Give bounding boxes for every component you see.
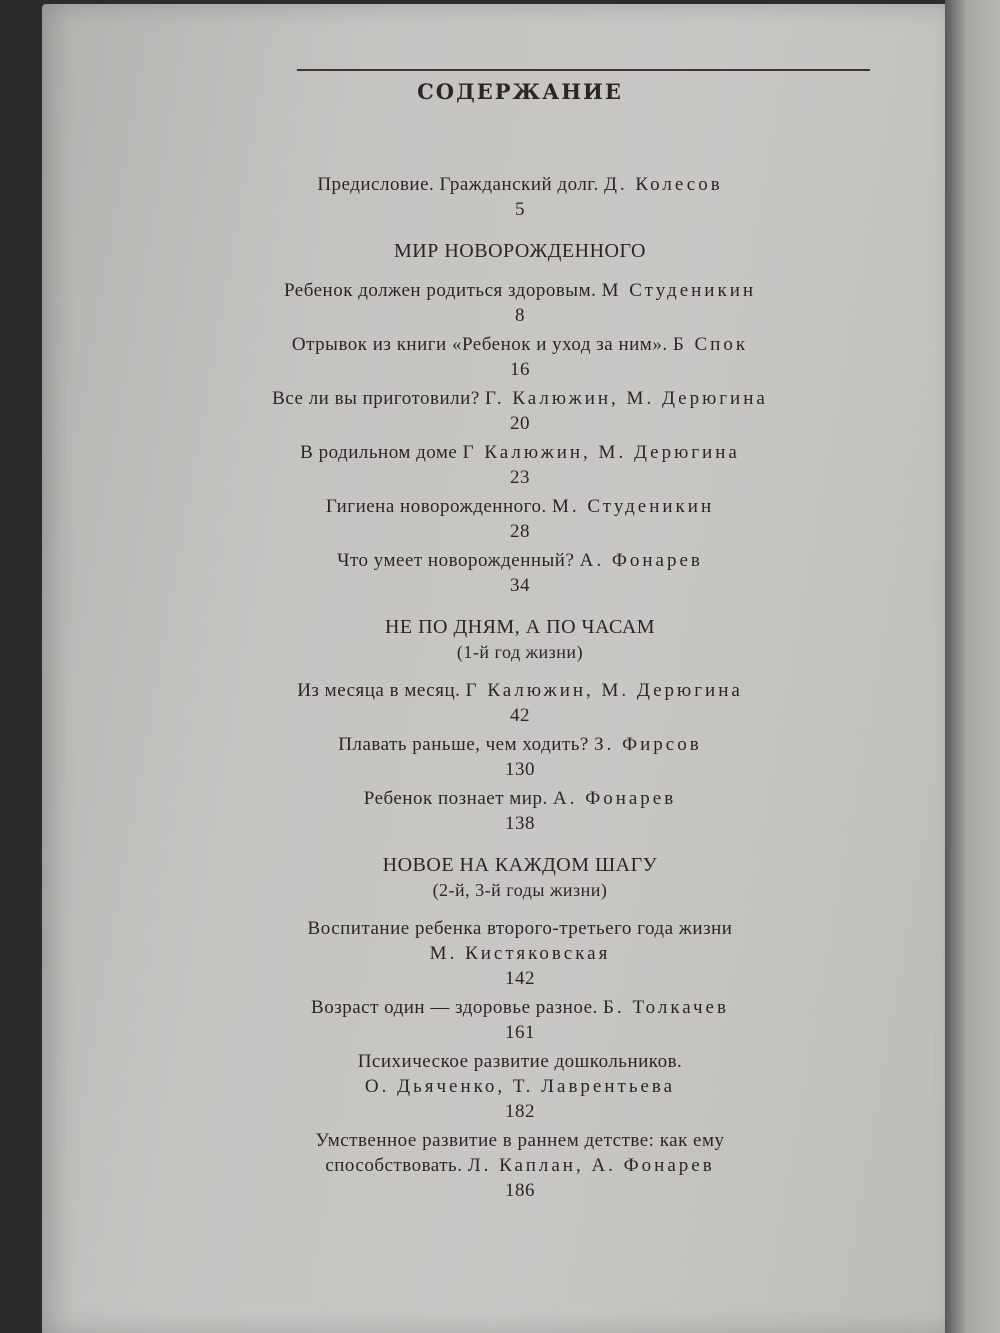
header-rule — [297, 69, 870, 71]
toc-entry — [180, 278, 860, 328]
entry-page-number: 16 — [510, 359, 530, 380]
entry-author: Л. Каплан, А. Фонарев — [467, 1155, 715, 1176]
section-subtitle: (1-й год жизни) — [456, 642, 584, 662]
toc-entry — [180, 1049, 860, 1124]
entry-title: Гигиена новорожденного. — [325, 496, 547, 517]
entry-page-number: 142 — [505, 968, 535, 989]
entry-author: Б Спок — [672, 334, 749, 355]
entry-page-number: 20 — [510, 413, 530, 434]
toc-entry — [180, 440, 860, 490]
page-title: СОДЕРЖАНИЕ — [417, 79, 623, 104]
entry-title: Психическое развитие дошкольников. — [357, 1051, 683, 1072]
entry-author: Г. Калюжин, М. Дерюгина — [485, 388, 768, 409]
toc-entry — [180, 732, 860, 782]
entry-title: Умственное развитие в раннем детстве: как ему — [315, 1130, 725, 1151]
section-heading — [180, 238, 860, 264]
toc-entry — [180, 916, 860, 991]
entry-page-number: 138 — [505, 813, 535, 834]
toc-entry — [180, 172, 860, 222]
section-heading — [180, 852, 860, 902]
table-of-contents — [180, 80, 860, 1203]
entry-title: Ребенок познает мир. — [363, 788, 548, 809]
entry-page-number: 42 — [510, 705, 530, 726]
entry-page-number: 23 — [510, 467, 530, 488]
next-page-edge — [945, 0, 1000, 1333]
entry-title: Отрывок из книги «Ребенок и уход за ним». — [291, 334, 668, 355]
entry-author: Б. Толкачев — [603, 997, 729, 1018]
entry-title: Предисловие. Гражданский долг. — [317, 174, 599, 195]
entry-page-number: 8 — [515, 305, 525, 326]
entry-author: Г Калюжин, М. Дерюгина — [465, 680, 743, 701]
section-title: НОВОЕ НА КАЖДОМ ШАГУ — [382, 854, 658, 876]
entry-page-number: 5 — [515, 199, 525, 220]
entry-title: Что умеет новорожденный? — [337, 550, 575, 571]
toc-entry — [180, 1128, 860, 1203]
entry-author: З. Фирсов — [594, 734, 702, 755]
entry-page-number: 28 — [510, 521, 530, 542]
entry-title: Плавать раньше, чем ходить? — [338, 734, 589, 755]
toc-entry — [180, 494, 860, 544]
toc-entry — [180, 548, 860, 598]
entry-author: М Студеникин — [601, 280, 757, 301]
section-heading — [180, 614, 860, 664]
entry-author: М. Студеникин — [551, 496, 715, 517]
entry-author: М. Кистяковская — [429, 943, 611, 964]
entry-author: А. Фонарев — [552, 788, 677, 809]
entry-title: Все ли вы приготовили? — [272, 388, 480, 409]
toc-entry — [180, 386, 860, 436]
section-subtitle: (2-й, 3-й годы жизни) — [432, 880, 608, 900]
toc-entry — [180, 995, 860, 1045]
entry-title: Из месяца в месяц. — [297, 680, 461, 701]
entry-title-continued: способствовать. — [325, 1155, 463, 1176]
entry-author: О. Дьяченко, Т. Лаврентьева — [364, 1076, 676, 1097]
entry-title: Ребенок должен родиться здоровым. — [283, 280, 597, 301]
entry-page-number: 182 — [505, 1101, 535, 1122]
section-title: НЕ ПО ДНЯМ, А ПО ЧАСАМ — [384, 616, 656, 638]
toc-entry — [180, 332, 860, 382]
entry-page-number: 186 — [505, 1180, 535, 1201]
entry-page-number: 34 — [510, 575, 530, 596]
entry-title: В родильном доме — [300, 442, 458, 463]
entry-author: Д. Колесов — [603, 174, 723, 195]
entry-page-number: 130 — [505, 759, 535, 780]
entry-page-number: 161 — [505, 1022, 535, 1043]
entry-title: Воспитание ребенка второго-третьего года жизни — [307, 918, 733, 939]
toc-entry — [180, 786, 860, 836]
section-title: МИР НОВОРОЖДЕННОГО — [394, 240, 646, 262]
toc-entry — [180, 678, 860, 728]
entry-author: А. Фонарев — [579, 550, 703, 571]
entry-author: Г Калюжин, М. Дерюгина — [462, 442, 740, 463]
entry-title: Возраст один — здоровье разное. — [311, 997, 598, 1018]
